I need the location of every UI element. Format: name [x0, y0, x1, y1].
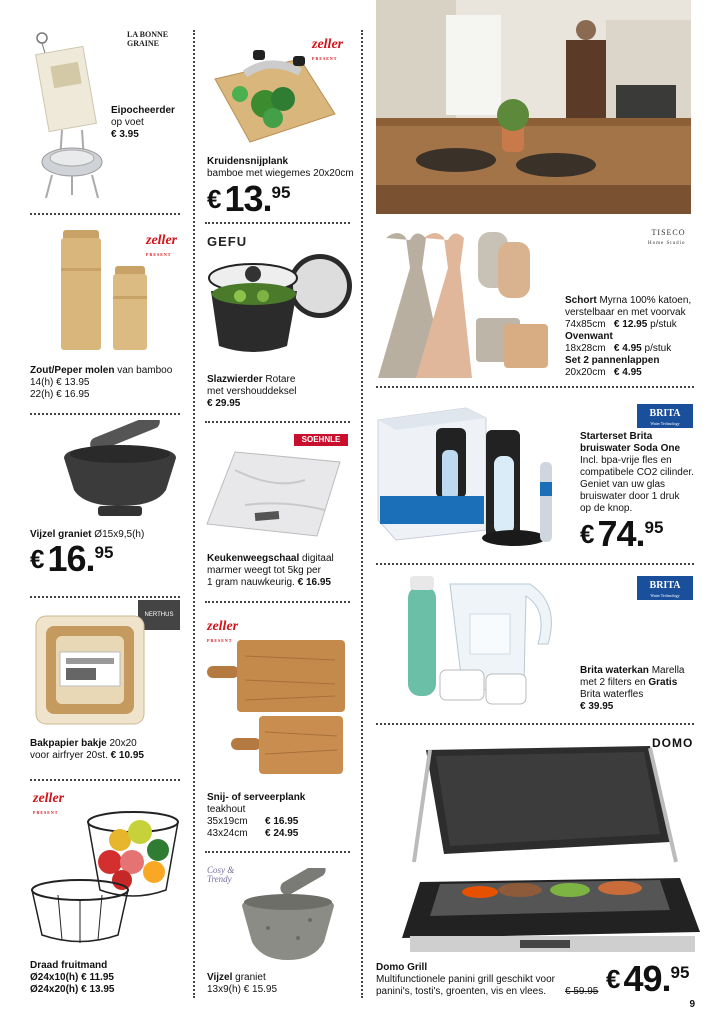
baking-paper-text: Bakpapier bakje 20x20 voor airfryer 20st. € 10.95 [30, 738, 144, 761]
row-divider [376, 723, 694, 725]
gefu-logo: GEFU [207, 234, 248, 249]
page-number: 9 [689, 999, 695, 1010]
product-title: Set 2 pannenlappen [565, 355, 660, 366]
row-divider [205, 851, 350, 853]
granite-mortar-price: € 16. 95 [30, 538, 114, 579]
granite-mortar-text: Vijzel graniet Ø15x9,5(h) [30, 529, 145, 540]
zeller-logo: zeller PRESENT [312, 37, 344, 61]
la-bonne-graine-logo: LA BONNE GRAINE [127, 30, 169, 48]
granite-mortar-image [60, 420, 180, 520]
domo-grill-old-price: € 59.95 [565, 986, 599, 997]
product-title: Zout/Peper molen [30, 365, 115, 376]
soda-maker-price: € 74. 95 [580, 513, 664, 554]
water-jug-text: Brita waterkan Marella met 2 filters en Gratis Brita waterfles € 39.95 [580, 665, 710, 713]
product-title: Domo Grill [376, 962, 428, 973]
row-divider [30, 779, 180, 781]
kitchen-scale-text: Keukenweegschaal digitaal marmer weegt tot 5kg per 1 gram nauwkeurig. € 16.95 [207, 553, 357, 589]
nerthus-logo: NERTHUS [138, 600, 180, 630]
product-desc: bamboe met wiegemes 20x20cm [207, 168, 354, 179]
tiseco-logo: TISECO Home Studio [648, 228, 686, 246]
soehnle-logo: SOEHNLE [294, 434, 348, 446]
row-divider [205, 601, 350, 603]
kitchen-scale-image [205, 450, 345, 538]
product-price: € 39.95 [580, 701, 614, 712]
row-divider [376, 563, 694, 565]
price-row: 22(h) € 16.95 [30, 389, 90, 400]
product-price: € 10.95 [110, 750, 144, 761]
product-title: Ovenwant [565, 331, 613, 342]
product-desc: met vershouddeksel [207, 386, 297, 397]
product-title: Eipocheerder [111, 105, 175, 116]
salt-pepper-text: Zout/Peper molen van bamboo 14(h) € 13.95 22(h) € 16.95 [30, 365, 190, 401]
baking-paper-image [30, 612, 150, 730]
brita-logo: BRITA Water Technology [637, 576, 693, 600]
salt-pepper-mill-image [55, 228, 155, 353]
fruit-basket-image [28, 800, 183, 955]
price-row: Ø24x20(h) € 13.95 [30, 984, 115, 995]
zeller-logo: zeller PRESENT [207, 619, 239, 643]
price-row: 14(h) € 13.95 [30, 377, 90, 388]
domo-logo: DOMO [652, 736, 694, 750]
product-price: € 3.95 [111, 129, 139, 140]
product-title: Draad fruitmand [30, 960, 108, 971]
domo-grill-text: Domo Grill Multifunctionele panini grill geschikt voor panini's, tosti's, groenten, vis en vlees. [376, 962, 586, 998]
domo-grill-price: € 49. 95 [606, 958, 690, 999]
cosy-trendy-logo: Cosy & Trendy [207, 865, 235, 884]
product-desc: teakhout [207, 804, 246, 815]
row-divider [205, 222, 350, 224]
zeller-logo: zeller PRESENT [146, 233, 178, 257]
herb-board-price: € 13. 95 [207, 178, 291, 219]
soda-maker-text: Starterset Brita bruiswater Soda One Incl. bpa-vrije fles en compatibele CO2 cilinder. Geniet van uw glas bruiswater door 1 druk op de knop. [580, 431, 705, 515]
product-title: Slazwierder [207, 374, 263, 385]
product-title: Snij- of serveerplank [207, 792, 306, 803]
row-divider [30, 213, 180, 215]
product-title: Keukenweegschaal [207, 553, 300, 564]
kitchen-lifestyle-photo [376, 0, 691, 214]
product-title: Starterset Brita [580, 431, 653, 442]
row-divider [376, 386, 694, 388]
serving-board-text: Snij- of serveerplank teakhout 35x19cm € 16.95 43x24cm € 24.95 [207, 792, 357, 840]
product-title: Kruidensnijplank [207, 156, 289, 167]
product-desc: marmer weegt tot 5kg per [207, 565, 321, 576]
product-desc: op voet [111, 117, 144, 128]
herb-cutting-board-image [205, 44, 340, 149]
egg-poacher-text [111, 105, 191, 141]
mortar-text: Vijzel graniet 13x9(h) € 15.95 [207, 972, 278, 995]
egg-poacher-image [32, 30, 112, 205]
salad-spinner-image [205, 246, 355, 361]
price-row: Ø24x10(h) € 11.95 [30, 972, 114, 983]
row-divider [205, 421, 350, 423]
product-title: Schort [565, 295, 597, 306]
column-divider-2 [361, 30, 363, 998]
product-title: Bakpapier bakje [30, 738, 107, 749]
zeller-logo: zeller PRESENT [33, 791, 65, 815]
column-divider-1 [193, 30, 195, 998]
panini-grill-image [400, 742, 700, 957]
aprons-image [376, 228, 556, 378]
herb-board-text [207, 156, 357, 180]
product-title: Vijzel graniet [30, 529, 92, 540]
product-title: Brita waterkan [580, 665, 649, 676]
row-divider [30, 413, 180, 415]
soda-maker-image [376, 400, 566, 550]
product-title: bruiswater Soda One [580, 443, 681, 454]
apron-text: Schort Myrna 100% katoen, verstelbaar en met voorvak 74x85cm € 12.95 p/stuk Ovenwant 18x28cm € 4.95 p/stuk Set 2 pannenlappen 20x20cm € 4.95 [565, 295, 705, 379]
brita-logo: BRITA Water Technology [637, 404, 693, 428]
product-price: € 16.95 [297, 577, 331, 588]
salad-spinner-text: Slazwierder Rotare met vershouddeksel € 29.95 [207, 374, 357, 410]
product-price: € 29.95 [207, 398, 241, 409]
fruit-basket-text [30, 960, 190, 996]
water-jug-image [400, 574, 565, 714]
row-divider [30, 596, 180, 598]
product-title: Vijzel [207, 972, 233, 983]
mortar-image [238, 868, 338, 968]
serving-board-image [205, 636, 350, 781]
